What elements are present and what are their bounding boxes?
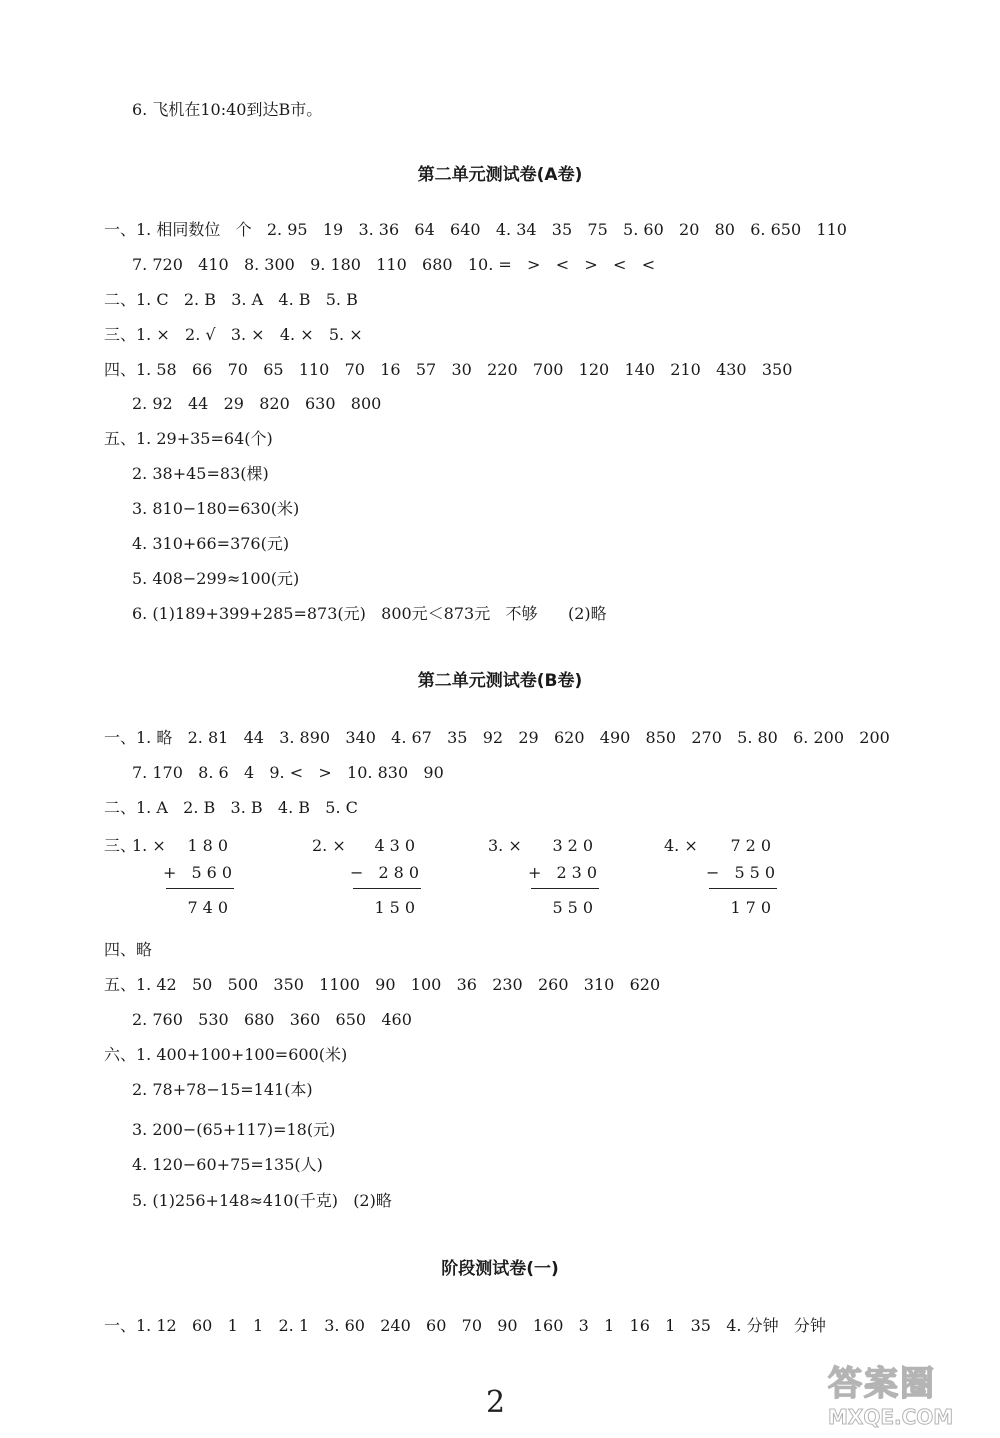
b-line-7: 六、1. 400+100+100=600(米)	[104, 1045, 348, 1064]
a-line-1: 一、1. 相同数位 个 2. 95 19 3. 36 64 640 4. 34 35 75 5. 60 20 80 6. 650 110	[104, 220, 847, 239]
a-line-10: 4. 310+66=376(元)	[132, 534, 290, 553]
a-line-5: 四、1. 58 66 70 65 110 70 16 57 30 220 700 120 140 210 430 350	[104, 360, 793, 379]
a-line-4: 三、1. × 2. √ 3. × 4. × 5. ×	[104, 325, 363, 344]
vcalc-1-top: 180	[187, 836, 233, 855]
watermark	[828, 1356, 988, 1428]
b-line-10: 4. 120−60+75=135(人)	[132, 1155, 323, 1174]
a-line-6: 2. 92 44 29 820 630 800	[132, 394, 382, 413]
b-line-9: 3. 200−(65+117)=18(元)	[132, 1120, 336, 1139]
page-number: 2	[486, 1385, 506, 1420]
section-b-title: 第二单元测试卷(B卷)	[417, 671, 583, 691]
b-vertical-prefix: 三、	[104, 836, 137, 855]
vcalc-4-op: − 550	[706, 863, 781, 882]
vcalc-2-result: 150	[374, 898, 420, 917]
b-line-5: 五、1. 42 50 500 350 1100 90 100 36 230 260 310 620	[104, 975, 661, 994]
b-line-11: 5. (1)256+148≈410(千克) (2)略	[132, 1191, 392, 1210]
vcalc-3-op: + 230	[528, 863, 603, 882]
vcalc-4-top: 720	[730, 836, 776, 855]
b-line-6: 2. 760 530 680 360 650 460	[132, 1010, 412, 1029]
vcalc-3-rule	[531, 888, 599, 889]
vcalc-4-label: 4. ×	[664, 836, 698, 855]
vcalc-2-rule	[353, 888, 421, 889]
section-c-title: 阶段测试卷(一)	[441, 1259, 559, 1279]
vcalc-1-op: + 560	[163, 863, 238, 882]
a-line-7: 五、1. 29+35=64(个)	[104, 429, 273, 448]
b-line-3: 二、1. A 2. B 3. B 4. B 5. C	[104, 798, 358, 817]
a-line-11: 5. 408−299≈100(元)	[132, 569, 300, 588]
vcalc-3-label: 3. ×	[488, 836, 522, 855]
vcalc-1-label: 1. ×	[132, 836, 166, 855]
vcalc-3-result: 550	[552, 898, 598, 917]
vcalc-4-result: 170	[730, 898, 776, 917]
b-line-2: 7. 170 8. 6 4 9. < > 10. 830 90	[132, 763, 444, 782]
a-line-8: 2. 38+45=83(棵)	[132, 464, 269, 483]
watermark-small: MXQE.COM	[828, 1405, 954, 1429]
c-line-1: 一、1. 12 60 1 1 2. 1 3. 60 240 60 70 90 160 3 1 16 1 35 4. 分钟 分钟	[104, 1316, 826, 1335]
section-a-title: 第二单元测试卷(A卷)	[417, 165, 583, 185]
vcalc-1-result: 740	[187, 898, 233, 917]
b-line-1: 一、1. 略 2. 81 44 3. 890 340 4. 67 35 92 29 620 490 850 270 5. 80 6. 200 200	[104, 728, 890, 747]
a-line-3: 二、1. C 2. B 3. A 4. B 5. B	[104, 290, 358, 309]
a-line-2: 7. 720 410 8. 300 9. 180 110 680 10. = > < > < <	[132, 255, 656, 274]
top-line: 6. 飞机在10:40到达B市。	[132, 100, 323, 119]
vcalc-1-rule	[166, 888, 234, 889]
vcalc-4-rule	[709, 888, 777, 889]
watermark-big: 答案圈	[828, 1364, 936, 1404]
b-line-4: 四、略	[104, 940, 153, 959]
b-line-8: 2. 78+78−15=141(本)	[132, 1080, 313, 1099]
vcalc-2-top: 430	[374, 836, 420, 855]
vcalc-2-label: 2. ×	[312, 836, 346, 855]
vcalc-2-op: − 280	[350, 863, 425, 882]
a-line-12: 6. (1)189+399+285=873(元) 800元＜873元 不够 (2)略	[132, 604, 607, 623]
vcalc-3-top: 320	[552, 836, 598, 855]
a-line-9: 3. 810−180=630(米)	[132, 499, 300, 518]
